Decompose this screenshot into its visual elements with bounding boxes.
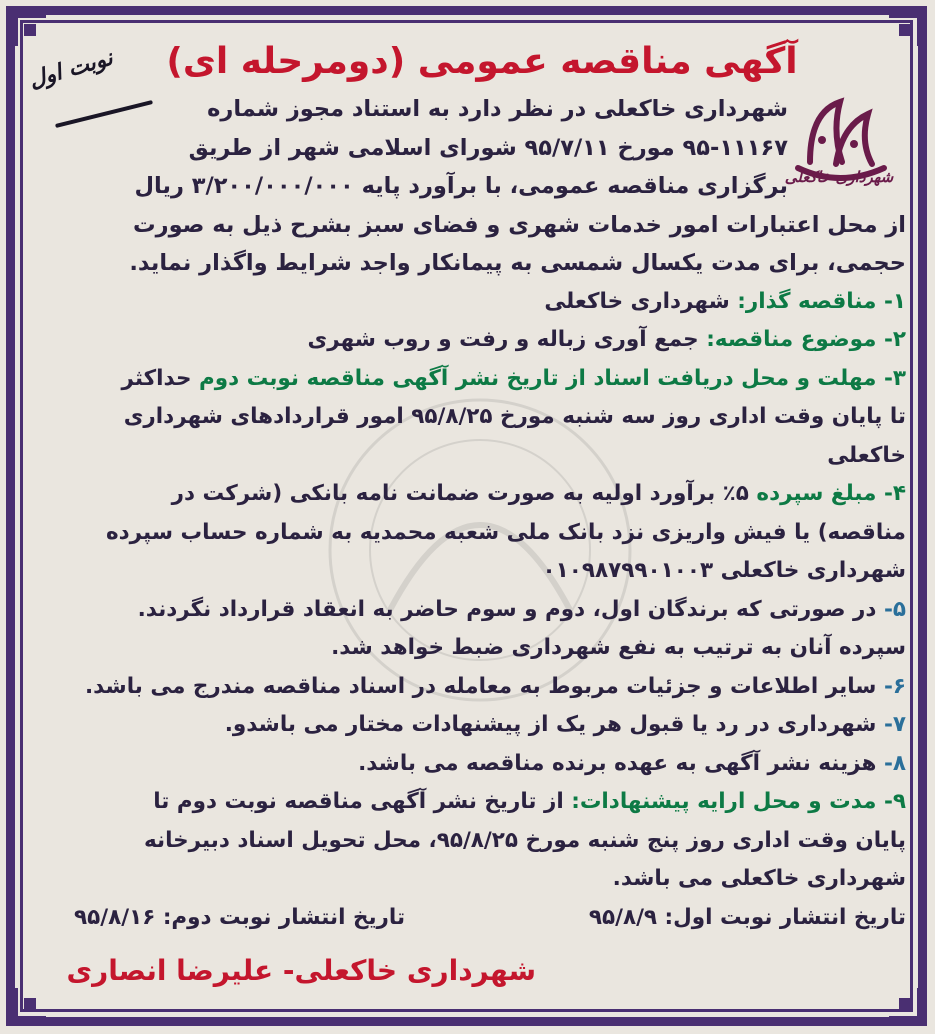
intro-line: ۹۵-۱۱۱۶۷ مورخ ۹۵/۷/۱۱ شورای اسلامی شهر از طریق: [188, 134, 788, 161]
item-8-text: هزینه نشر آگهی به عهده برنده مناقصه می باشد.: [358, 750, 877, 776]
first-publication-date: تاریخ انتشار نوبت اول: ۹۵/۸/۹: [588, 904, 906, 930]
round-stamp: نوبت اول: [26, 44, 116, 94]
item-5: [58, 591, 906, 668]
item-5-text: سپرده آنان به ترتیب به نفع شهرداری ضبط خواهد شد.: [331, 635, 906, 660]
intro-line: از محل اعتبارات امور خدمات شهری و فضای سبز بشرح ذیل به صورت: [133, 211, 906, 238]
item-3-label: ۳- مهلت و محل دریافت اسناد از تاریخ نشر آگهی مناقصه نوبت دوم: [198, 365, 906, 391]
item-8: [58, 745, 906, 784]
item-7: [58, 706, 906, 745]
corner-ornament-icon: [8, 8, 48, 48]
item-3-text: تا پایان وقت اداری روز سه شنبه مورخ ۹۵/۸/۲۵ امور قراردادهای شهرداری: [123, 404, 906, 429]
item-9-text: از تاریخ نشر آگهی مناقصه نوبت دوم تا: [153, 789, 564, 814]
intro-line: برگزاری مناقصه عمومی، با برآورد پایه ۳/۲۰۰/۰۰۰/۰۰۰ ریال: [134, 173, 788, 199]
item-3-text: خاکعلی: [827, 442, 906, 468]
item-5-number: ۵-: [883, 596, 906, 622]
intro-paragraph-cont: [58, 206, 906, 283]
notice-title: آگهی مناقصه عمومی (دومرحله ای): [166, 41, 798, 82]
signature: شهرداری خاکعلی- علیرضا انصاری: [66, 953, 536, 987]
item-3: [58, 360, 906, 476]
item-9: [58, 783, 906, 899]
item-1-label: ۱- مناقصه گذار:: [737, 288, 906, 314]
item-4-label: ۴- مبلغ سپرده: [756, 481, 906, 506]
publication-dates: [58, 899, 906, 937]
item-2-text: جمع آوری زباله و رفت و روب شهری: [307, 327, 699, 352]
item-6-number: ۶-: [883, 673, 906, 699]
item-9-text: پایان وقت اداری روز پنج شنبه مورخ ۹۵/۸/۲۵، محل تحویل اسناد دبیرخانه: [143, 827, 906, 853]
item-5-text: در صورتی که برندگان اول، دوم و سوم حاضر به انعقاد قرارداد نگردند.: [137, 596, 877, 622]
item-9-text: شهرداری خاکعلی می باشد.: [612, 866, 906, 891]
item-8-number: ۸-: [883, 750, 906, 776]
item-4: [58, 475, 906, 591]
item-4-text: مناقصه) یا فیش واریزی نزد بانک ملی شعبه محمدیه به شماره حساب سپرده: [105, 519, 906, 545]
item-1: [58, 283, 906, 322]
intro-line: شهرداری خاکعلی در نظر دارد به استناد مجوز شماره: [207, 96, 788, 122]
item-4-text: ۵٪ برآورد اولیه به صورت ضمانت نامه بانکی (شرکت در: [171, 481, 749, 506]
logo-caption: شهرداری خاکعلی: [784, 168, 894, 186]
item-9-label: ۹- مدت و محل ارایه پیشنهادات:: [571, 789, 906, 814]
corner-ornament-icon: [8, 986, 48, 1026]
item-1-text: شهرداری خاکعلی: [544, 288, 730, 314]
item-6-text: سایر اطلاعات و جزئیات مربوط به معامله در اسناد مناقصه مندرج می باشد.: [84, 673, 877, 699]
intro-paragraph: [58, 90, 906, 206]
item-7-text: شهرداری در رد یا قبول هر یک از پیشنهادات مختار می باشدو.: [224, 712, 877, 737]
second-publication-date: تاریخ انتشار نوبت دوم: ۹۵/۸/۱۶: [74, 904, 406, 930]
item-4-text: شهرداری خاکعلی ۰۱۰۹۸۷۹۹۰۱۰۰۳: [542, 558, 906, 583]
intro-line: حجمی، برای مدت یکسال شمسی به پیمانکار واجد شرایط واگذار نماید.: [129, 250, 906, 276]
item-2: [58, 321, 906, 360]
item-6: [58, 668, 906, 707]
item-7-number: ۷-: [883, 712, 906, 737]
item-3-text: حداکثر: [121, 365, 192, 391]
notice-body: [58, 34, 906, 1000]
item-2-label: ۲- موضوع مناقصه:: [706, 327, 906, 352]
